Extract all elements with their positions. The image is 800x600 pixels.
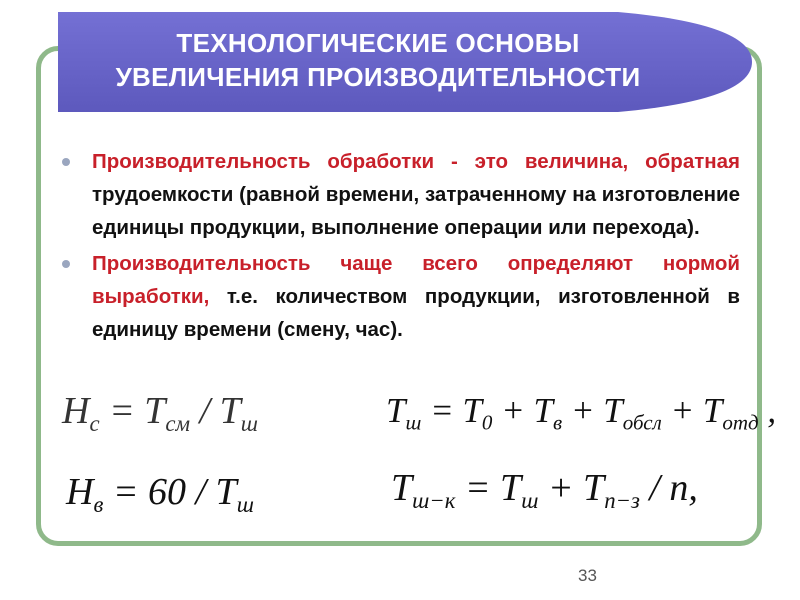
bullet-item-2	[92, 247, 740, 346]
bullet-2-highlight: Производительность чаще всего определяют нормой выработки,	[92, 252, 740, 308]
title-line-2: УВЕЛИЧЕНИЯ ПРОИЗВОДИТЕЛЬНОСТИ	[115, 62, 641, 92]
title-banner	[58, 12, 752, 112]
bullet-dot-icon	[62, 260, 70, 268]
bullet-dot-icon	[62, 158, 70, 166]
formula-piece-time: $T_ш = T_0 + T_в + T_{обсл} + T_{отд}$ ,	[386, 391, 777, 435]
title-line-1: ТЕХНОЛОГИЧЕСКИЕ ОСНОВЫ	[176, 28, 580, 58]
bullet-1-text: трудоемкости (равной времени, затраченному на изготовление единицы продукции, выполнение операции или перехода).	[92, 183, 740, 239]
page-number: 33	[578, 566, 597, 585]
bullet-list	[92, 145, 740, 349]
formula-piece-calc-time: $T_{ш-к} = T_ш + T_{п-з} / n$,	[391, 467, 698, 513]
bullet-2-text: т.е. количеством продукции, изготовленной в единицу времени (смену, час).	[92, 285, 740, 341]
bullet-1-highlight: Производительность обработки - это величина, обратная	[92, 150, 740, 173]
formula-norm-output-hour: $H_в = 60 / T_ш$	[66, 471, 254, 517]
slide-title	[58, 26, 698, 94]
bullet-item-1	[92, 145, 740, 244]
formula-norm-output-shift: $H_с = T_{см} / T_ш$	[62, 390, 258, 436]
